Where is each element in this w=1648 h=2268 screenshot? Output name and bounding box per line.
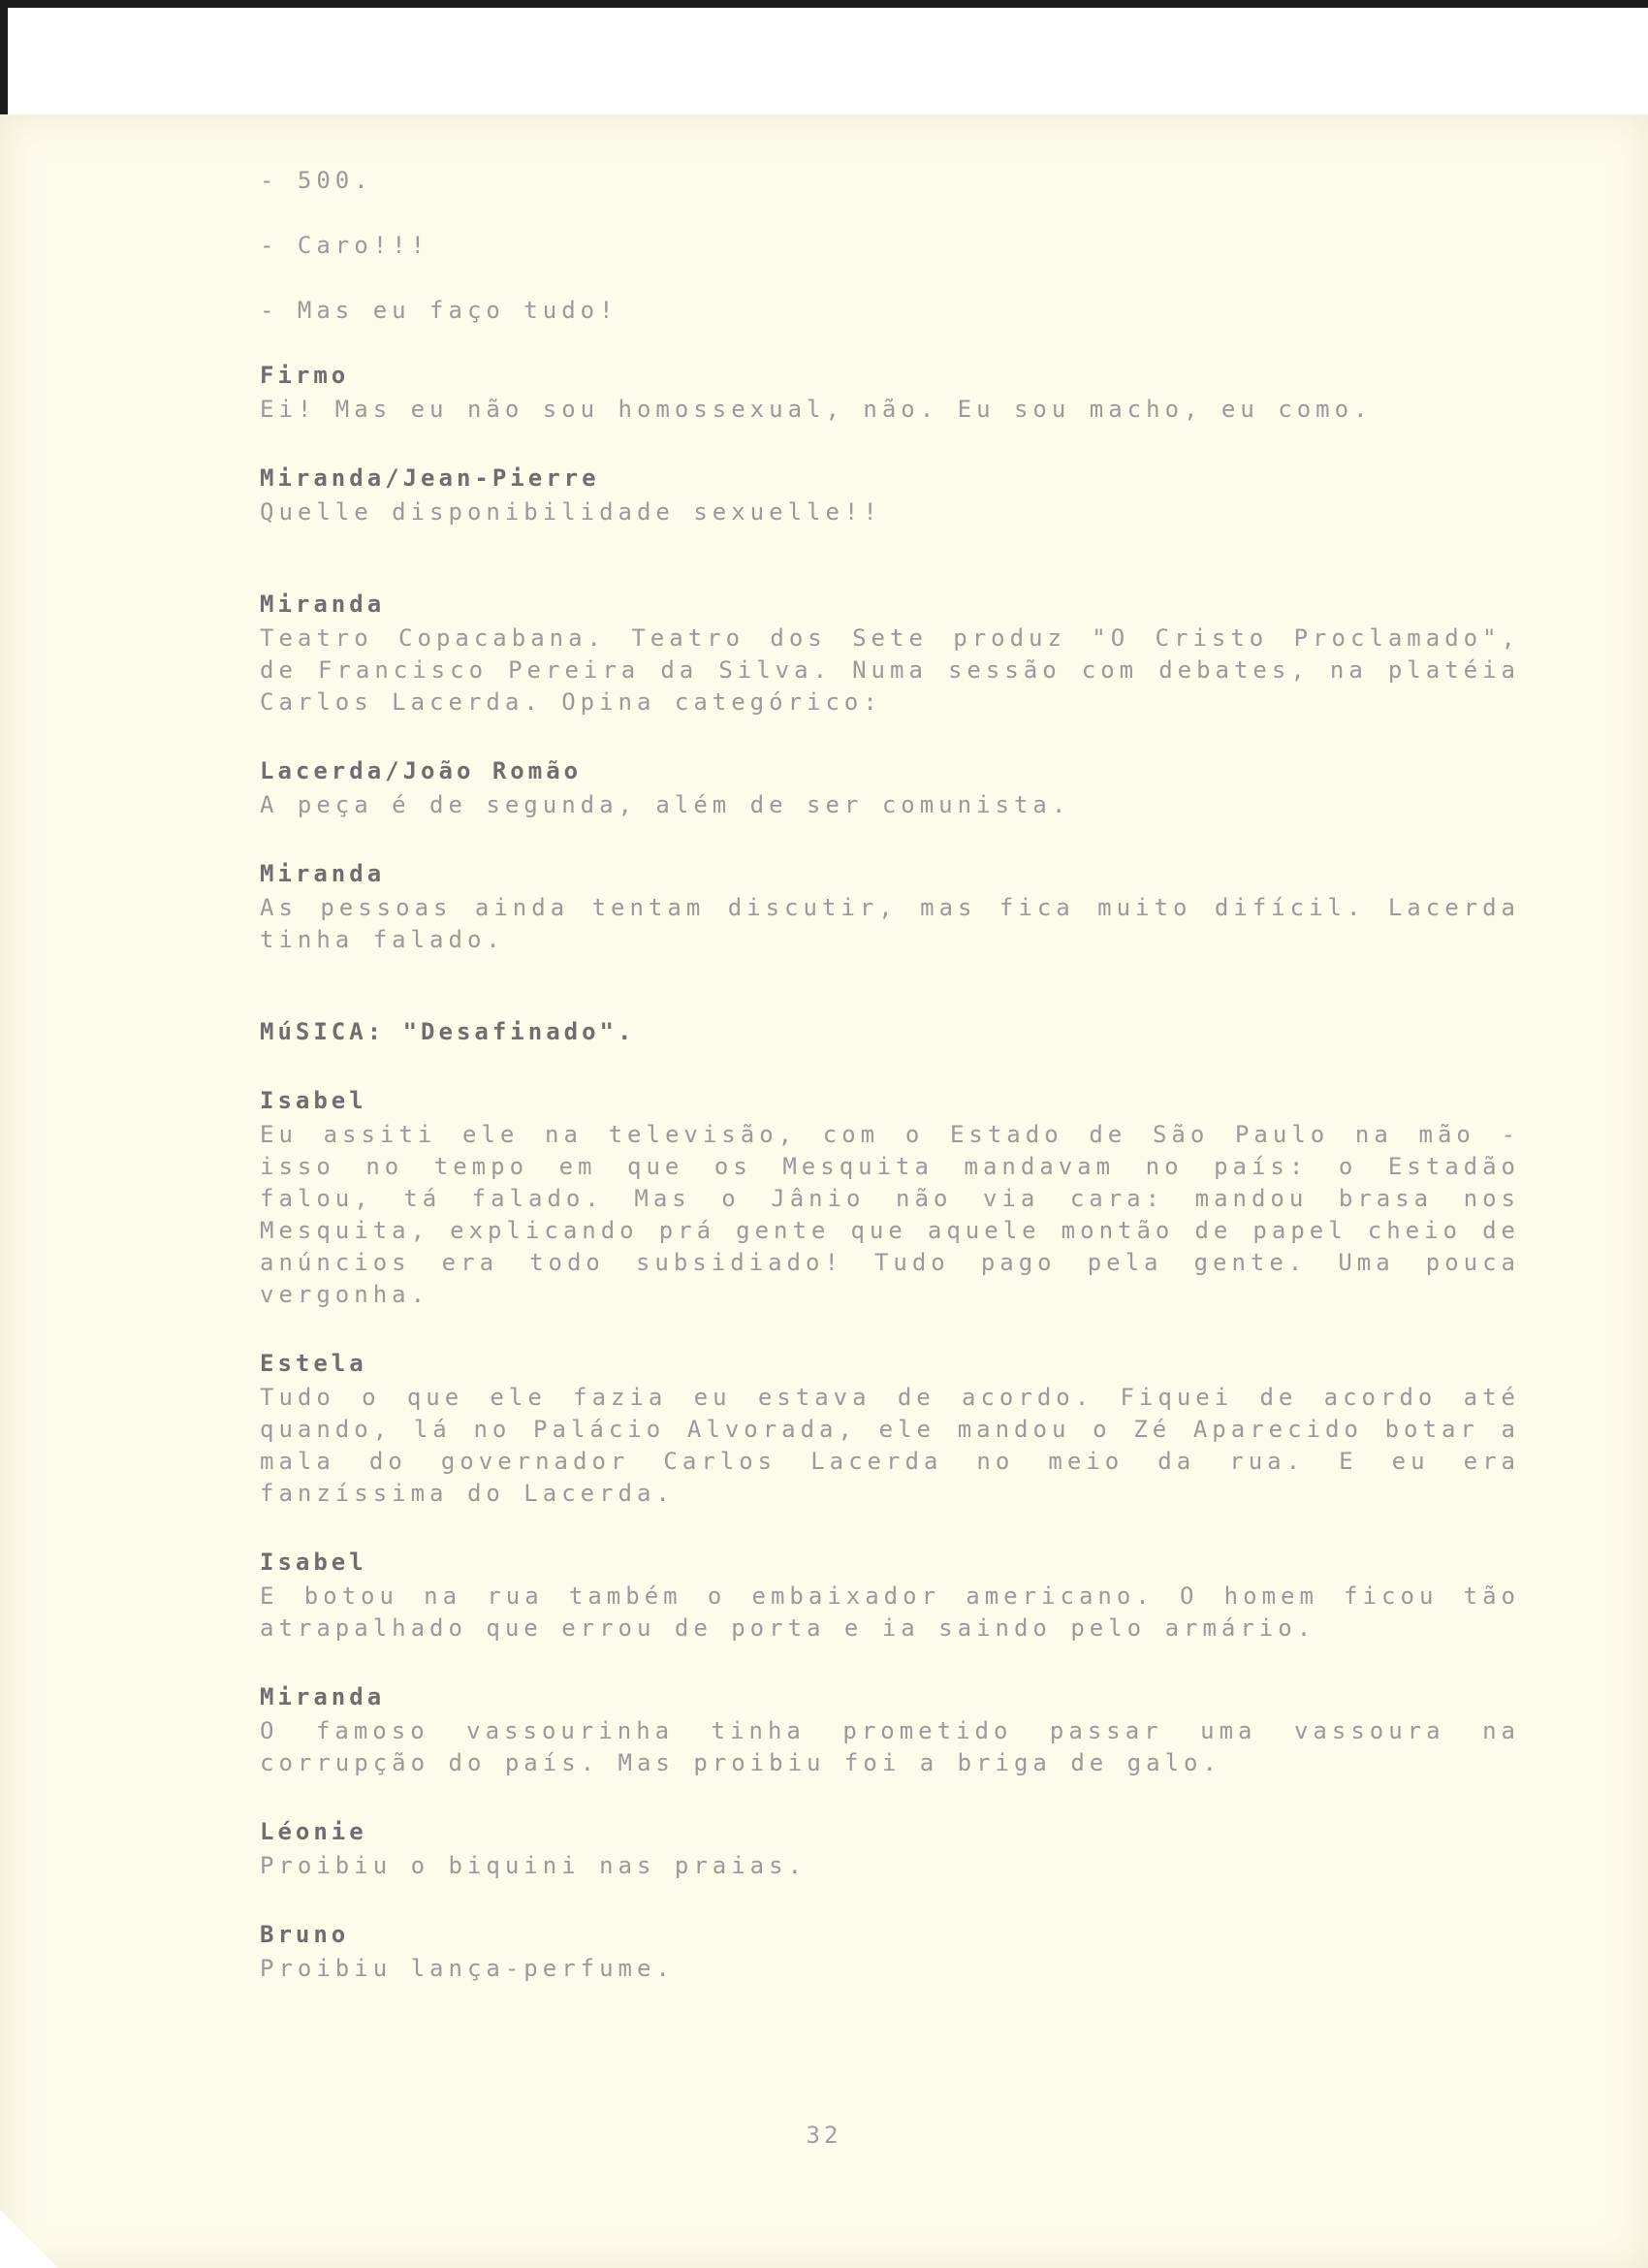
- speech-text: E botou na rua também o embaixador americano. O homem ficou tão atrapalhado que errou de porta e ia saindo pelo armário.: [260, 1582, 1520, 1642]
- speaker-name: Miranda: [260, 591, 386, 618]
- speaker-name: Miranda/Jean-Pierre: [260, 464, 600, 492]
- script-body: [260, 165, 1520, 2022]
- speaker-name: Firmo: [260, 362, 350, 389]
- speech-text: Ei! Mas eu não sou homossexual, não. Eu sou macho, eu como.: [260, 396, 1373, 423]
- speech-text: Quelle disponibilidade sexuelle!!: [260, 498, 882, 526]
- speech-block: [260, 463, 1520, 528]
- speech-text: Eu assiti ele na televisão, com o Estado de São Paulo na mão - isso no tempo em que os Mesquita mandavam no país: o Estadão falou, tá falado. Mas o Jânio não via cara: mandou brasa nos Mesquita, explicando prá gente que aquele montão de papel cheio de anúncios era todo subsidiado! Tudo pago pela gente. Uma pouca vergonha.: [260, 1121, 1520, 1308]
- speaker-name: Léonie: [260, 1818, 367, 1845]
- speech-text: As pessoas ainda tentam discutir, mas fica muito difícil. Lacerda tinha falado.: [260, 894, 1520, 953]
- speaker-name: Isabel: [260, 1087, 367, 1114]
- speech-block: [260, 1547, 1520, 1645]
- speech-text: Proibiu o biquini nas praias.: [260, 1852, 808, 1879]
- speech-block: [260, 1681, 1520, 1779]
- page-number: 32: [806, 2122, 842, 2149]
- speech-block: [260, 858, 1520, 956]
- speaker-name: Miranda: [260, 1683, 386, 1710]
- speech-block: [260, 589, 1520, 719]
- speaker-name: Bruno: [260, 1921, 350, 1948]
- speaker-name: Estela: [260, 1350, 367, 1377]
- speech-block: [260, 360, 1520, 426]
- speech-block: [260, 1919, 1520, 1985]
- speaker-name: Isabel: [260, 1549, 367, 1576]
- speaker-name: Miranda: [260, 860, 386, 887]
- speaker-name: Lacerda/João Romão: [260, 757, 583, 784]
- speech-text: Tudo o que ele fazia eu estava de acordo. Fiquei de acordo até quando, lá no Palácio Alvorada, ele mandou o Zé Aparecido botar a mala do governador Carlos Lacerda no meio da rua. E eu era fanzíssima do Lacerda.: [260, 1384, 1520, 1507]
- speech-text: A peça é de segunda, além de ser comunista.: [260, 791, 1071, 818]
- scan-border-top: [0, 0, 1648, 8]
- speech-block: [260, 1085, 1520, 1311]
- speech-text: Teatro Copacabana. Teatro dos Sete produz "O Cristo Proclamado", de Francisco Pereira da Silva. Numa sessão com debates, na platéia Carlos Lacerda. Opina categórico:: [260, 624, 1520, 716]
- speech-text: Proibiu lança-perfume.: [260, 1955, 675, 1982]
- dialogue-line: - Caro!!!: [260, 232, 430, 259]
- speech-block: [260, 1348, 1520, 1510]
- speech-block: [260, 1816, 1520, 1882]
- dialogue-line: - 500.: [260, 167, 373, 194]
- music-cue: MúSICA: "Desafinado".: [260, 1018, 636, 1045]
- dialogue-line: - Mas eu faço tudo!: [260, 297, 618, 324]
- folded-corner: [0, 2210, 58, 2268]
- speech-block: [260, 755, 1520, 821]
- speech-text: O famoso vassourinha tinha prometido passar uma vassoura na corrupção do país. Mas proibiu foi a briga de galo.: [260, 1717, 1520, 1776]
- scan-border-left: [0, 0, 8, 116]
